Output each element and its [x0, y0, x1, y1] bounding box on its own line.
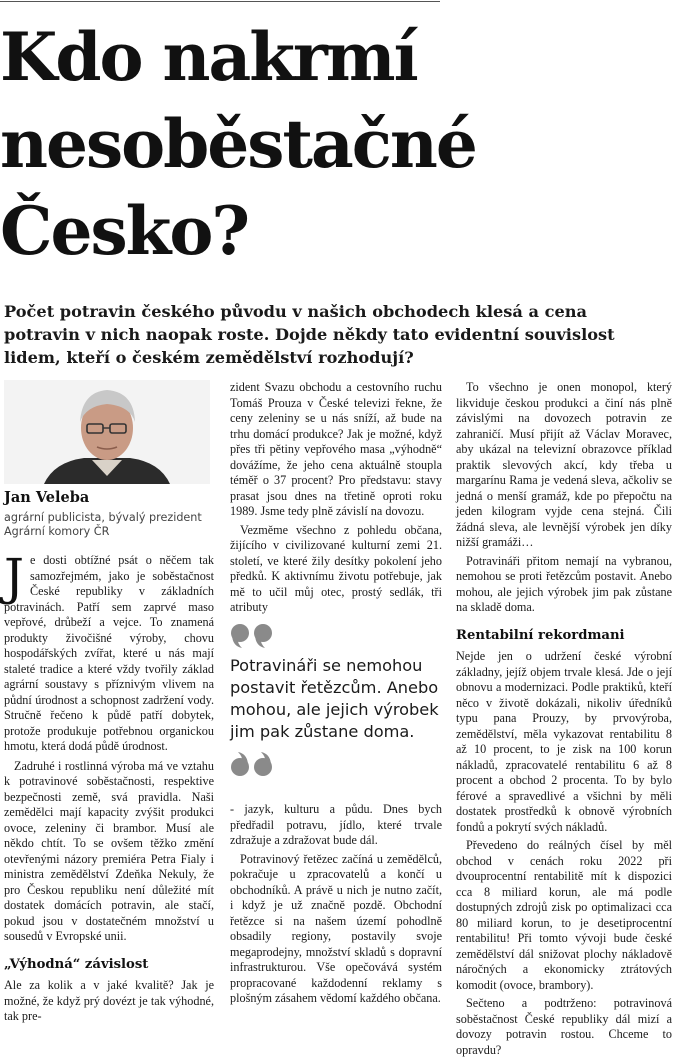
paragraph: Ale za kolik a v jaké kvalitě? Jak je možné, že když prý dovézt je tak výhodné, tak pre-: [4, 978, 214, 1023]
article-column-2-top: [230, 380, 442, 616]
open-quote-icon: [230, 622, 276, 648]
headline: Kdo nakrmí nesoběstačné Česko?: [0, 18, 476, 270]
paragraph: Potravinový řetězec začíná u zemědělců, pokračuje u zpracovatelů a končí u obchodníků. A právě u nich je nutno začít, i když je už značně pozdě. Obchodní řetězce si na našem území pohodlně obsadily regiony, postavily svoje megaprodejny, množství skladů s dopravní infrastrukturou. Vše opečovává systém propracované každodenní reklamy s plošným zásahem vědomí každého občana.: [230, 851, 442, 1005]
article-column-3: [456, 380, 672, 1058]
lead-paragraph: Počet potravin českého původu v našich obchodech klesá a cena potravin v nich naopak roste. Dojde někdy tato evidentní souvislost lidem, kteří o českém zemědělství rozhodují?: [4, 302, 615, 367]
paragraph: Převedeno do reálných čísel by měl obchod v cenách roku 2022 při dvouprocentní rentabilitě mít k dispozici cca 8 miliard korun, ale má podle dostupných zdrojů zisk po optimalizaci cca 80 miliard korun, to je desetiprocentní rentabilitu! Při tomto vývoji bude české zemědělství dál snižovat plochy nákladově náročných a ekonomicky ztrátových komodit (ovoce, brambory).: [456, 838, 672, 992]
close-quote-icon: [230, 752, 276, 778]
paragraph: Vezměme všechno z pohledu občana, žijícího v civilizované kulturní zemi 21. století, ve které žily desítky pokolení jeho předků. K aktivnímu životu potřebuje, jak mě to učil můj otec, prostý sedlák, tři atributy: [230, 522, 442, 614]
paragraph: Potravináři přitom nemají na vybranou, nemohou se proti řetězcům postavit. Anebo mohou, ale jejich výrobek jim pak zůstane na skladě doma.: [456, 553, 672, 614]
author-name: Jan Veleba: [4, 489, 90, 506]
pull-quote: Potravináři se nemohou postavit řetězcům. Anebo mohou, ale jejich výrobek jim pak zůstane doma.: [230, 656, 439, 741]
top-rule: [0, 1, 440, 2]
author-portrait-illustration: [4, 380, 210, 484]
paragraph: To všechno je onen monopol, který likviduje českou produkci a činí nás plně závislými na dovozech potravin ze zahraničí. Musí přijít až Václav Moravec, aby ukázal na televizní obrazovce příklad praktik slevových akcí, kdy třeba u margarínu Rama je vedená sleva, ačkoliv se jedná o menší gramáž, kde po přepočtu na jeden kilogram vyjde cena stejná. Čili žádná sleva, ale levnější výrobek jen díky nižší gramáži…: [456, 380, 672, 549]
subheading-rentabilni-rekordmani: Rentabilní rekordmani: [456, 627, 625, 643]
author-photo: [4, 380, 210, 484]
subheading-vyhodna-zavislost: „Výhodná“ závislost: [4, 956, 149, 972]
paragraph-text: e dosti obtížné psát o něčem tak samozřejmém, jako je soběstačnost České republiky v základních potravinách. Patří sem zaprvé maso vepřové, drůbeží a vejce. To znamená produkty živočišné výroby, chovu hospodářských zvířat, které u nás mají staleté tradice a které vždy tvořily základ agrární soustavy s příznivým vlivem na půdní úrodnost a schopnost zadržení vody. Stručně řečeno k půdě patří dobytek, protože produkuje potřebnou organickou hmotu, která dodá půdě úrodnost.: [4, 553, 214, 753]
article-column-1: [4, 548, 214, 1025]
paragraph: Nejde jen o udržení české výrobní základny, jejíž objem trvale klesá. Jde o její obnovu a modernizaci. Podle praktiků, kteří něco v životě dokázali, nikoliv úředníků typu pana Prouzy, by prvovýroba, zemědělství, měla vykazovat rentabilitu 8 až 10 procent, to je zisk na 100 korun nákladů, zpracovatelé rentabilitu 6 až 8 procent a obchod 2 procenta. To by bylo férové a spravedlivé a všichni by měli dostatek prostředků k obnově výrobních fondů a pokrytí svých nákladů.: [456, 649, 672, 834]
paragraph: Zadruhé i rostlinná výroba má ve vztahu k potravinové soběstačnosti, respektive bezpečnosti země, svá pravidla. Naši zemědělci mají kapacity zvýšit produkci ovoce, zeleniny či brambor. Musí ale někdo chtít. To se ovšem těžko změní otevřenými názory premiéra Petra Fialy i ministra zemědělství Zdeňka Nekuly, že pro Českou republiku není důležité mít dostatek domácích potravin, ale stačí, pokud jsou v dostatečném množství u sousedů v Evropské unii.: [4, 758, 214, 943]
article-column-2-bottom: [230, 802, 442, 1007]
paragraph: - jazyk, kulturu a půdu. Dnes bych předřadil potravu, jídlo, které trvale zdražuje a zdražovat bude dál.: [230, 802, 442, 847]
drop-cap: J: [4, 548, 25, 606]
author-role: agrární publicista, bývalý prezident Agrární komory ČR: [4, 511, 202, 538]
paragraph: zident Svazu obchodu a cestovního ruchu Tomáš Prouza v České televizi řekne, že ceny zeleniny se u nás sníží, až bude na trhu domácí produkce? Jak je možné, když přes tři pětiny vepřového masa „výhodně“ dovážíme, že jeho cena aktuálně stoupla téměř o 37 procent? Pro představu: stavy prasat jsou dnes na třetině oproti roku 1989. Jsme tedy plně závislí na dovozu.: [230, 380, 442, 518]
first-paragraph: [4, 548, 214, 755]
paragraph: Sečteno a podtrženo: potravinová soběstačnost České republiky dál mizí a dovozy potravin rostou. Chceme to opravdu?: [456, 996, 672, 1057]
